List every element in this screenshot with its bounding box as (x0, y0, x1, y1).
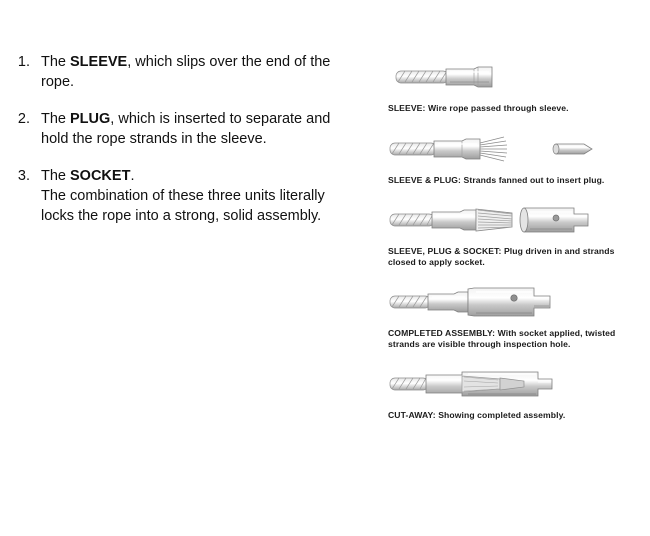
figure-caption-lead: SLEEVE, PLUG & SOCKET: (388, 246, 502, 256)
list-item-number: 2. (17, 111, 30, 127)
figure-sleeve-caption (388, 103, 643, 114)
list-item-number: 1. (17, 54, 30, 70)
figure-sleeve-plug-socket-illustration (388, 198, 643, 244)
figure-cut-away (388, 362, 643, 421)
numbered-list (0, 52, 350, 243)
list-item-text: The SLEEVE, which slips over the end of the rope. (41, 54, 331, 90)
figure-cut-away-illustration (388, 362, 643, 408)
figure-caption-lead: CUT-AWAY: (388, 410, 436, 420)
figure-sleeve-plug-socket (388, 198, 643, 267)
figure-caption-lead: SLEEVE: (388, 103, 426, 113)
keyword-socket: SOCKET (70, 168, 131, 184)
figure-caption-rest: Wire rope passed through sleeve. (425, 103, 569, 113)
figure-column (388, 55, 643, 434)
figure-sleeve-illustration (388, 55, 643, 101)
figure-caption-lead: COMPLETED ASSEMBLY: (388, 328, 496, 338)
figure-cut-away-caption (388, 410, 643, 421)
figure-caption-lead: SLEEVE & PLUG: (388, 174, 462, 185)
figure-caption-rest: Strands fanned out to insert plug. (461, 174, 605, 185)
figure-sleeve-plug-caption (388, 175, 643, 186)
figure-completed-assembly-caption (388, 328, 643, 349)
list-item-extra-text: The combination of these three units literally locks the rope into a strong, solid assembly. (41, 188, 325, 224)
list-item (0, 109, 350, 149)
list-item-number: 3. (17, 168, 30, 184)
list-item (0, 52, 350, 92)
figure-caption-rest: Plug driven in and strands closed to apply socket. (388, 246, 615, 267)
figure-sleeve-plug (388, 127, 643, 186)
figure-sleeve-plug-illustration (388, 127, 643, 173)
figure-completed-assembly (388, 280, 643, 349)
figure-sleeve-plug-socket-caption (388, 246, 643, 267)
figure-caption-rest: Showing completed assembly. (435, 410, 566, 420)
figure-caption-rest: With socket applied, twisted strands are visible through inspection hole. (388, 328, 616, 349)
list-item (0, 166, 350, 226)
keyword-sleeve: SLEEVE (70, 54, 128, 70)
list-item-text: The PLUG, which is inserted to separate and hold the rope strands in the sleeve. (41, 111, 331, 147)
list-item-text: The SOCKET. The combination of these three units literally locks the rope into a strong, solid assembly. (41, 166, 341, 226)
figure-completed-assembly-illustration (388, 280, 643, 326)
keyword-plug: PLUG (70, 111, 111, 127)
figure-sleeve (388, 55, 643, 114)
